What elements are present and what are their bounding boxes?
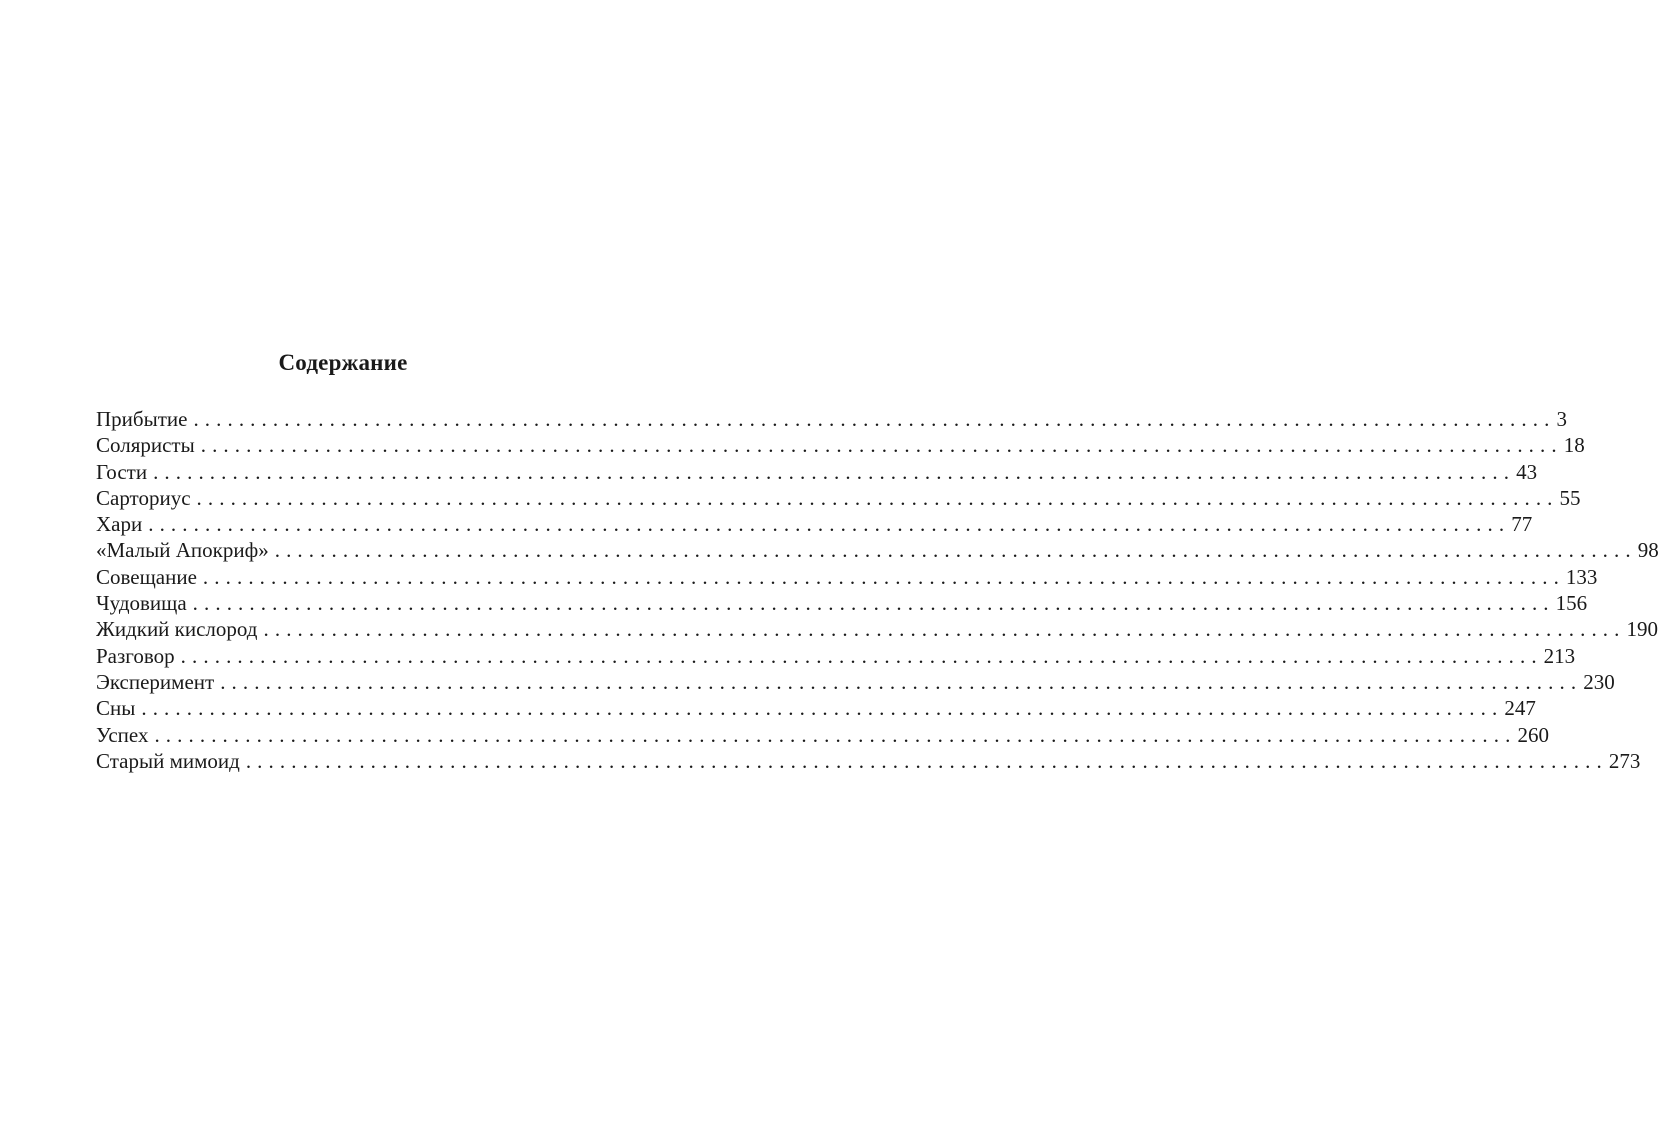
toc-entry[interactable] [96, 485, 1581, 511]
toc-entry-page: 18 [1563, 433, 1585, 458]
toc-leader-dots: ........................................................................................................................ [274, 538, 1637, 563]
toc-entry[interactable] [96, 432, 1585, 458]
toc-entry-label: Хари [96, 512, 143, 537]
toc-entry[interactable] [96, 564, 1598, 590]
toc-leader-dots: ........................................................................................................................ [148, 512, 1511, 537]
toc-entry-page: 190 [1626, 617, 1658, 642]
toc-entry-page: 98 [1637, 538, 1659, 563]
toc-entry[interactable] [96, 459, 1538, 485]
toc-entry-label: Разговор [96, 643, 175, 668]
toc-entry-label: Жидкий кислород [96, 617, 258, 642]
toc-entry-label: «Малый Апокриф» [96, 538, 269, 563]
toc-leader-dots: ........................................................................................................................ [263, 617, 1626, 642]
toc-entry[interactable] [96, 695, 1536, 721]
toc-entry[interactable] [96, 643, 1576, 669]
toc-entry-label: Чудовища [96, 591, 187, 616]
toc-entry-label: Успех [96, 722, 149, 747]
toc-leader-dots: ........................................................................................................................ [220, 669, 1583, 694]
toc-entry-page: 3 [1556, 407, 1567, 431]
toc-entry[interactable] [96, 722, 1549, 748]
toc-leader-dots: ........................................................................................................................ [141, 696, 1504, 721]
toc-leader-dots: ........................................................................................................................ [196, 485, 1559, 510]
toc-entry-label: Эксперимент [96, 669, 215, 694]
toc-list [96, 406, 1659, 774]
toc-entry-page: 247 [1504, 696, 1536, 721]
toc-entry[interactable] [96, 748, 1641, 774]
toc-leader-dots: ........................................................................................................................ [153, 459, 1516, 484]
toc-entry-page: 133 [1565, 564, 1598, 589]
toc-leader-dots: ........................................................................................................................ [180, 643, 1543, 668]
toc-title: Содержание [278, 350, 408, 375]
toc-entry-page: 55 [1559, 485, 1581, 510]
toc-entry-page: 156 [1555, 591, 1588, 616]
toc-entry[interactable] [96, 537, 1659, 563]
toc-leader-dots: ........................................................................................................................ [154, 722, 1517, 747]
toc-entry-page: 260 [1517, 722, 1549, 747]
toc-entry-label: Соляристы [96, 433, 195, 458]
toc-leader-dots: ........................................................................................................................ [200, 433, 1563, 458]
toc-entry-label: Сны [96, 696, 136, 721]
toc-leader-dots: ........................................................................................................................ [245, 748, 1608, 773]
toc-entry[interactable] [96, 590, 1588, 616]
toc-entry[interactable] [96, 616, 1658, 642]
toc-entry[interactable] [96, 511, 1533, 537]
toc-entry-label: Сарториус [96, 485, 191, 510]
toc-entry[interactable] [96, 406, 1567, 432]
toc-entry-page: 213 [1543, 643, 1576, 668]
toc-entry-page: 77 [1511, 512, 1533, 537]
toc-entry-page: 230 [1583, 669, 1615, 694]
toc-entry-label: Гости [96, 459, 148, 484]
toc-leader-dots: ........................................................................................................................ [193, 407, 1556, 431]
toc-leader-dots: ........................................................................................................................ [202, 564, 1565, 589]
toc-entry-page: 43 [1516, 459, 1538, 484]
toc-entry[interactable] [96, 669, 1615, 695]
toc-entry-label: Старый мимоид [96, 748, 240, 773]
toc-entry-page: 273 [1608, 748, 1641, 773]
toc-entry-label: Прибытие [96, 407, 188, 431]
toc-leader-dots: ........................................................................................................................ [192, 591, 1555, 616]
toc-entry-label: Совещание [96, 564, 197, 589]
